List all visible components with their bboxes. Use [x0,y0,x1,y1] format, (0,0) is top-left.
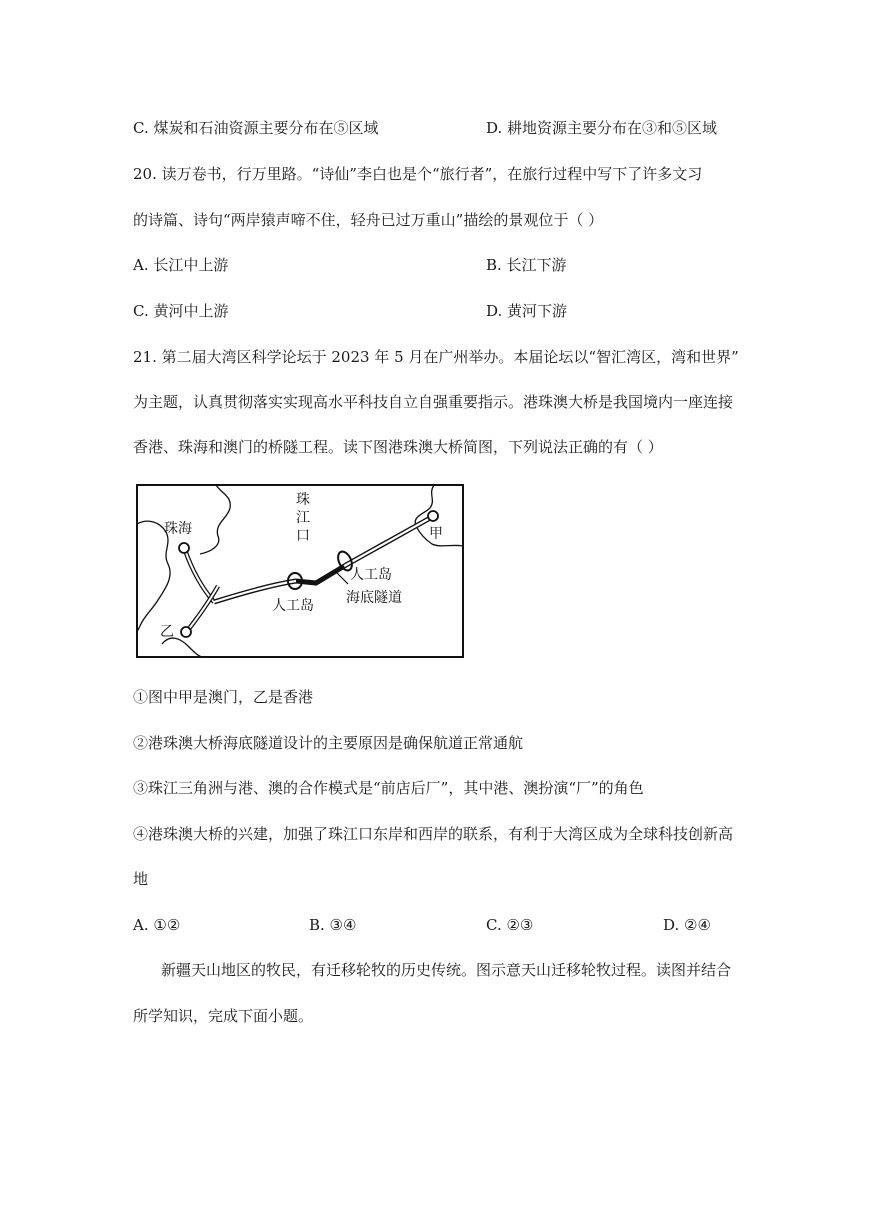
q21-statement-3: ③珠江三角洲与港、澳的合作模式是“前店后厂”，其中港、澳扮演“厂”的角色 [133,779,644,797]
label-jia: 甲 [429,526,443,542]
hzmb-map-svg [136,484,464,658]
label-undersea-tunnel: 海底隧道 [346,590,402,606]
endpoint-zhuhai-circle [179,543,189,553]
q20-option-b[interactable]: B. 长江下游 [486,256,567,274]
q21-option-a[interactable]: A. ①② [133,916,181,934]
q21-stem-line-2: 为主题，认真贯彻落实实现高水平科技自立自强重要指示。港珠澳大桥是我国境内一座连接 [133,393,734,411]
next-intro-line-2: 所学知识，完成下面小题。 [133,1007,314,1025]
label-artificial-island-east: 人工岛 [350,567,392,583]
q20-stem-line-1: 20. 读万卷书，行万里路。“诗仙”李白也是个“旅行者”，在旅行过程中写下了许多文习 [133,165,703,183]
label-zhuhai: 珠海 [164,521,192,537]
label-artificial-island-west: 人工岛 [272,598,314,614]
q21-stem-line-3: 香港、珠海和澳门的桥隧工程。读下图港珠澳大桥简图，下列说法正确的有（ ） [133,438,663,456]
hzmb-map-figure [136,484,464,658]
q21-option-d[interactable]: D. ②④ [663,916,711,934]
q21-statement-4-line-1: ④港珠澳大桥的兴建，加强了珠江口东岸和西岸的联系，有利于大湾区成为全球科技创新高 [133,825,734,843]
q21-statement-4-line-2: 地 [133,870,149,888]
q21-stem-line-1: 21. 第二届大湾区科学论坛于 2023 年 5 月在广州举办。本届论坛以“智汇湾区，湾和世界” [133,348,739,366]
q20-option-c[interactable]: C. 黄河中上游 [133,302,229,320]
q19-option-c[interactable]: C. 煤炭和石油资源主要分布在⑤区域 [133,119,379,137]
endpoint-yi-circle [181,627,191,637]
q20-option-d[interactable]: D. 黄河下游 [486,302,568,320]
label-estuary-2: 江 [296,510,310,526]
next-intro-line-1: 新疆天山地区的牧民，有迁移轮牧的历史传统。图示意天山迁移轮牧过程。读图并结合 [161,961,732,979]
endpoint-jia-circle [428,511,438,521]
q20-option-a[interactable]: A. 长江中上游 [133,256,229,274]
label-yi: 乙 [160,624,174,640]
q21-option-b[interactable]: B. ③④ [309,916,357,934]
q21-statement-2: ②港珠澳大桥海底隧道设计的主要原因是确保航道正常通航 [133,734,524,752]
label-estuary-1: 珠 [296,492,310,508]
q21-option-c[interactable]: C. ②③ [486,916,534,934]
q19-option-d[interactable]: D. 耕地资源主要分布在③和⑤区域 [486,119,718,137]
q20-stem-line-2: 的诗篇、诗句“两岸猿声啼不住，轻舟已过万重山”描绘的景观位于（ ） [133,211,604,229]
label-estuary-3: 口 [296,528,310,544]
q21-statement-1: ①图中甲是澳门，乙是香港 [133,688,314,706]
